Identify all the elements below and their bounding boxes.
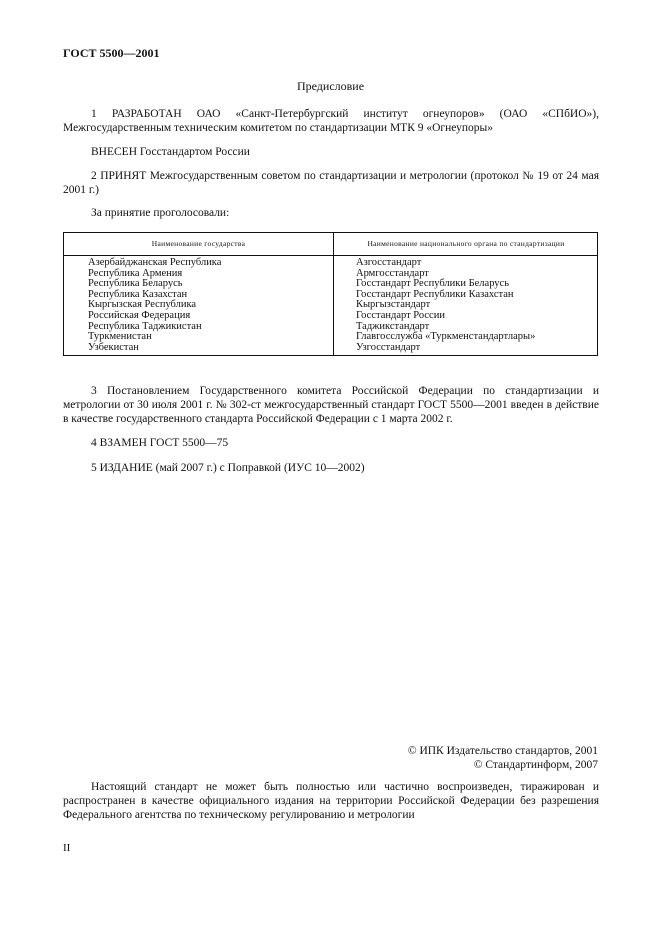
table-cell-body: Армгосстандарт — [356, 267, 429, 279]
paragraph-edition: 5 ИЗДАНИЕ (май 2007 г.) с Поправкой (ИУС 10—2002) — [91, 462, 365, 474]
table-header-country: Наименование государства — [151, 239, 246, 248]
table-cell-body: Узгосстандарт — [356, 341, 421, 353]
section-title: Предисловие — [296, 79, 365, 93]
table-cell-body: Госстандарт Республики Казахстан — [356, 288, 514, 300]
reproduction-notice: Настоящий стандарт не может быть полностью или частично воспроизведен, тиражирован и распространен в качестве официального издания на территории Российской Федерации без разрешения Федерального агентства по техническому регулированию и метрологии — [63, 781, 599, 821]
table-cell-country: Республика Армения — [88, 267, 183, 279]
table-cell-body: Госстандарт Республики Беларусь — [356, 278, 510, 290]
table-cell-body: Азгосстандарт — [356, 257, 422, 268]
table-cell-country: Азербайджанская Республика — [88, 257, 222, 268]
table-cell-country: Кыргызская Республика — [88, 299, 197, 311]
table-cell-country: Республика Казахстан — [88, 288, 188, 300]
paragraph-enacted: 3 Постановлением Государственного комитета Российской Федерации по стандартизации и метрологии от 30 июля 2001 г. № 302-ст межгосударственный стандарт ГОСТ 5500—2001 введен в действие в качестве государственного стандарта Российской Федерации с 1 марта 2002 г. — [63, 385, 599, 425]
country-column — [88, 258, 221, 353]
voting-table — [63, 232, 598, 356]
table-cell-country: Республика Беларусь — [88, 278, 183, 290]
table-divider — [333, 233, 334, 355]
paragraph-introduced-by: ВНЕСЕН Госстандартом России — [91, 146, 250, 158]
copyright-line: © Стандартинформ, 2007 — [473, 759, 598, 771]
paragraph-adopted: 2 ПРИНЯТ Межгосударственным советом по стандартизации и метрологии (протокол № 19 от 24 мая 2001 г.) — [63, 170, 599, 196]
table-cell-country: Республика Таджикистан — [88, 320, 202, 332]
table-cell-body: Таджикстандарт — [356, 320, 430, 332]
table-cell-country: Туркменистан — [88, 331, 152, 343]
page-number: II — [63, 842, 71, 854]
table-cell-country: Узбекистан — [88, 341, 139, 353]
paragraph-replaces: 4 ВЗАМЕН ГОСТ 5500—75 — [91, 437, 229, 449]
table-cell-body: Главгосслужба «Туркменстандартлары» — [356, 331, 536, 343]
copyright-line: © ИПК Издательство стандартов, 2001 — [407, 745, 598, 757]
copyright-block — [408, 744, 598, 772]
table-cell-body: Кыргызстандарт — [356, 299, 431, 311]
standards-body-column — [356, 258, 535, 353]
paragraph-developed-by: 1 РАЗРАБОТАН ОАО «Санкт-Петербургский институт огнеупоров» (ОАО «СПбИО»), Межгосударственным техническим комитетом по стандартизации МТК 9 «Огнеупоры» — [63, 108, 599, 134]
table-cell-body: Госстандарт России — [356, 309, 445, 321]
table-header-body: Наименование национального органа по стандартизации — [367, 239, 565, 248]
table-cell-country: Российская Федерация — [88, 309, 191, 321]
paragraph-voted: За принятие проголосовали: — [91, 207, 230, 219]
table-header-divider — [64, 255, 597, 256]
document-header: ГОСТ 5500—2001 — [63, 46, 160, 60]
